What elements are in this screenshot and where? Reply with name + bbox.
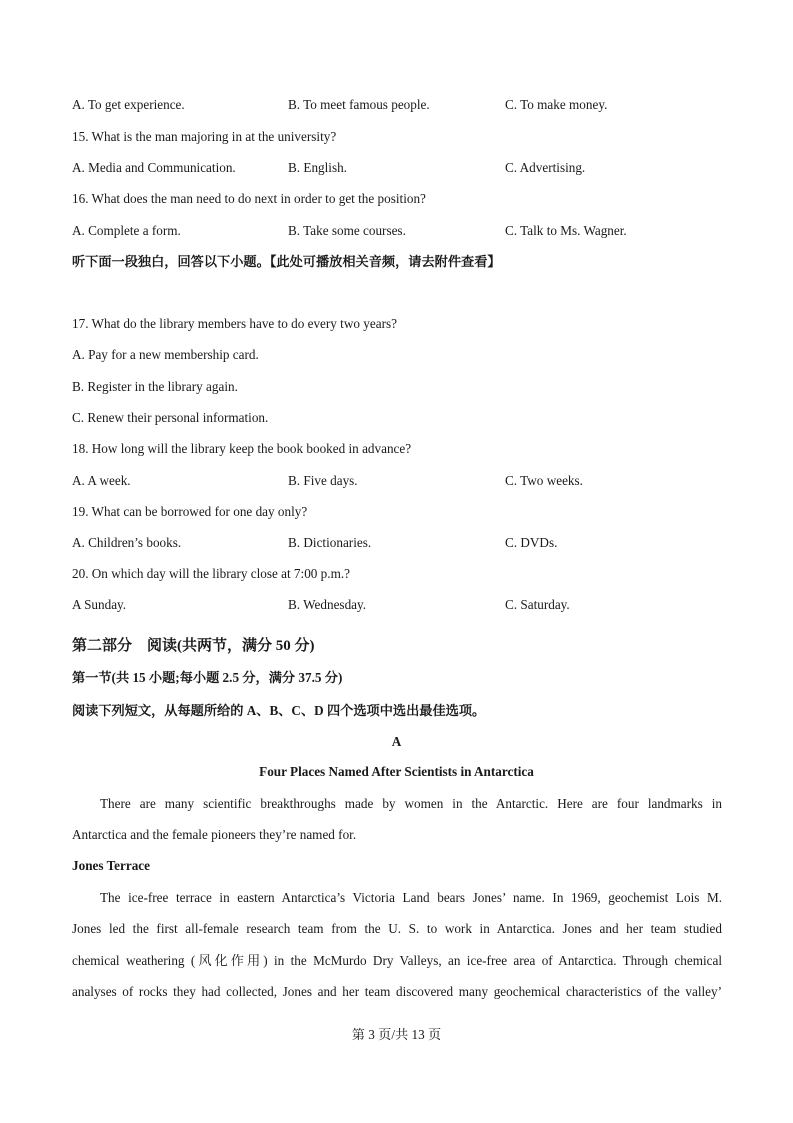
q15-option-a: A. Media and Communication. xyxy=(72,160,236,175)
q14-option-c: C. To make money. xyxy=(505,97,608,112)
body-line-1: The ice-free terrace in eastern Antarctica’s Victoria Land bears Jones’ name. In 1969, geochemist Lois M. xyxy=(100,890,722,905)
q18-stem: 18. How long will the library keep the book booked in advance? xyxy=(72,441,412,456)
q19-option-c: C. DVDs. xyxy=(505,535,558,550)
q20-option-b: B. Wednesday. xyxy=(288,597,367,612)
q16-option-b: B. Take some courses. xyxy=(288,223,406,238)
body-line-4: analyses of rocks they had collected, Jones and her team discovered many geochemical characteristics of the valley’ xyxy=(72,983,722,999)
q18-option-a: A. A week. xyxy=(72,473,131,488)
q17-option-c: C. Renew their personal information. xyxy=(72,410,269,425)
q16-option-c: C. Talk to Ms. Wagner. xyxy=(505,223,627,238)
q19-stem: 19. What can be borrowed for one day only? xyxy=(72,504,308,519)
page-footer: 第 3 页/共 13 页 xyxy=(351,1027,442,1042)
reading-instruction: 阅读下列短文，从每题所给的 A、B、C、D 四个选项中选出最佳选项。 xyxy=(72,703,486,718)
passage-letter: A xyxy=(391,734,402,749)
q15-option-b: B. English. xyxy=(288,160,347,175)
subheading-jones-terrace: Jones Terrace xyxy=(72,858,151,873)
q19-option-b: B. Dictionaries. xyxy=(288,535,372,550)
intro-line-1: There are many scientific breakthroughs made by women in the Antarctic. Here are four landmarks in xyxy=(100,796,722,811)
q14-option-a: A. To get experience. xyxy=(72,97,185,112)
q17-stem: 17. What do the library members have to do every two years? xyxy=(72,316,397,331)
q16-option-a: A. Complete a form. xyxy=(72,223,181,238)
section1-title: 第一节(共 15 小题;每小题 2.5 分，满分 37.5 分) xyxy=(72,670,343,685)
q14-option-b: B. To meet famous people. xyxy=(288,97,430,112)
passage-body xyxy=(72,882,722,1007)
passage-title: Four Places Named After Scientists in Antarctica xyxy=(259,764,534,779)
body-line-2: Jones led the first all-female research team from the U. S. to work in Antarctica. Jones and her team studied xyxy=(72,921,722,937)
q15-option-c: C. Advertising. xyxy=(505,160,586,175)
q17-option-a: A. Pay for a new membership card. xyxy=(72,347,259,362)
body-line-3: chemical weathering (风化作用) in the McMurdo Dry Valleys, an ice-free area of Antarctica. Through chemical xyxy=(72,952,722,968)
q18-option-c: C. Two weeks. xyxy=(505,473,583,488)
q18-option-b: B. Five days. xyxy=(288,473,358,488)
q19-option-a: A. Children’s books. xyxy=(72,535,182,550)
passage-intro xyxy=(72,788,722,851)
q17-option-b: B. Register in the library again. xyxy=(72,379,238,394)
intro-line-2: Antarctica and the female pioneers they’re named for. xyxy=(72,827,357,843)
q20-option-c: C. Saturday. xyxy=(505,597,570,612)
q20-stem: 20. On which day will the library close at 7:00 p.m.? xyxy=(72,566,350,581)
monologue-instruction: 听下面一段独白，回答以下小题。【此处可播放相关音频，请去附件查看】 xyxy=(72,254,501,269)
q16-stem: 16. What does the man need to do next in order to get the position? xyxy=(72,191,426,206)
q15-stem: 15. What is the man majoring in at the university? xyxy=(72,129,337,144)
q20-option-a: A Sunday. xyxy=(72,597,127,612)
part2-title: 第二部分 阅读(共两节，满分 50 分) xyxy=(72,638,315,654)
